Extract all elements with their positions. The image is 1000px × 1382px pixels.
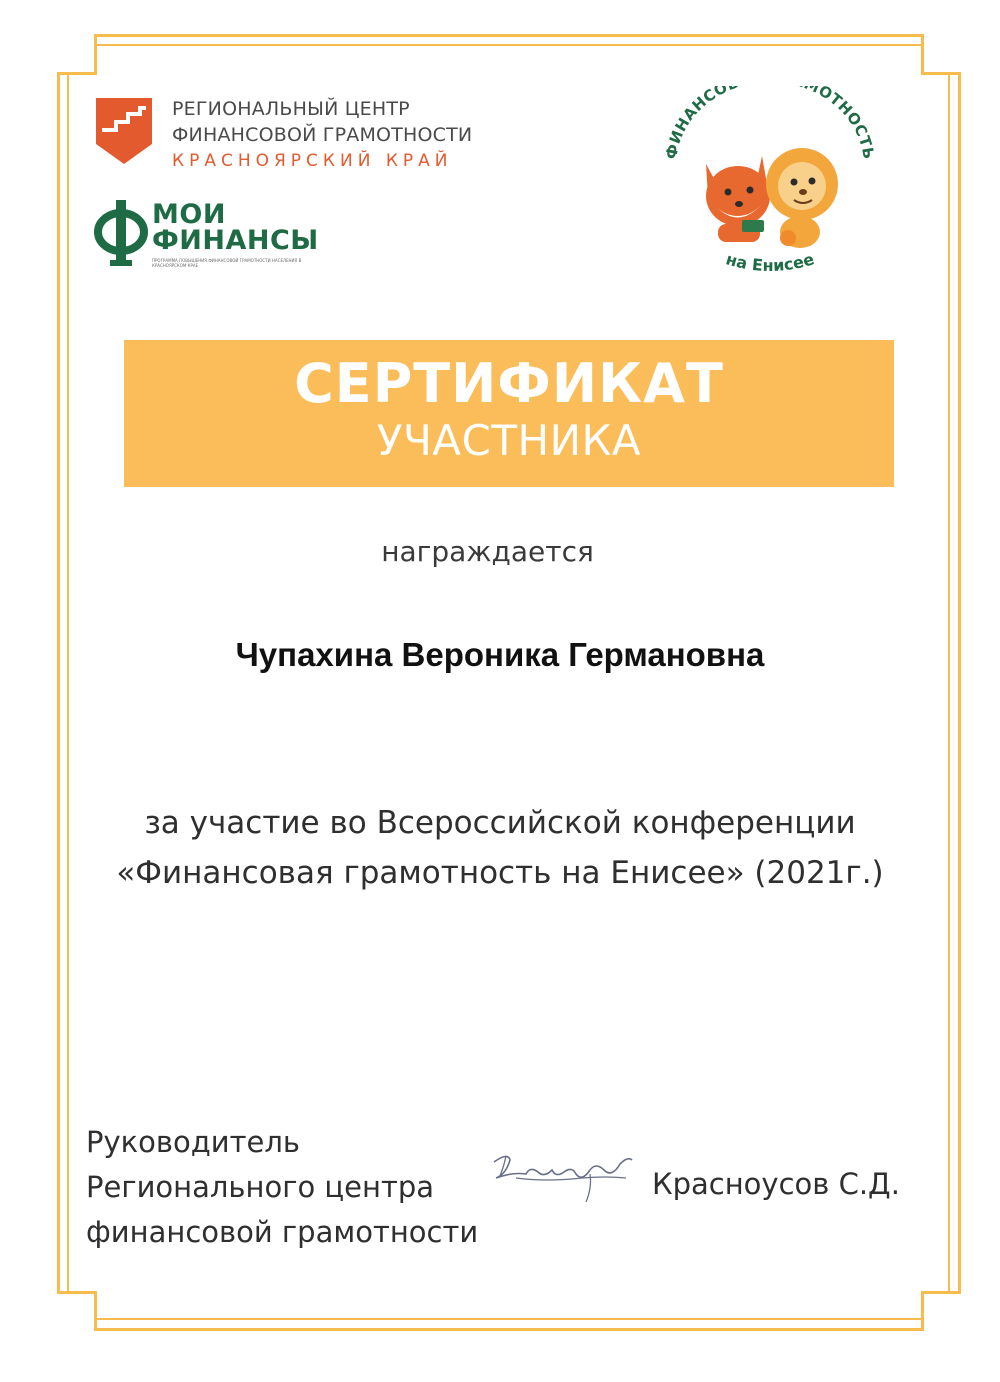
frame-outer-top	[94, 34, 924, 37]
signatory-position-line2: Регионального центра	[86, 1170, 435, 1204]
frame-corner	[921, 34, 924, 74]
fin-literacy-arc-text: ФИНАНСО ОТНОСТЬ	[662, 86, 878, 161]
frame-outer-bottom	[94, 1328, 924, 1331]
signatory-position-line1: Руководитель	[86, 1125, 301, 1159]
regional-center-logo	[96, 96, 516, 176]
phi-symbol-icon	[94, 200, 148, 266]
lion-mascot-icon	[766, 148, 838, 248]
frame-corner	[921, 1291, 924, 1331]
frame-inner-left	[67, 72, 69, 1292]
frame-corner	[94, 1291, 97, 1331]
regional-center-emblem-icon	[96, 98, 152, 164]
frame-corner	[57, 72, 97, 75]
frame-outer-right	[958, 72, 961, 1292]
regional-center-name-line2: ФИНАНСОВОЙ ГРАМОТНОСТИ	[172, 124, 473, 146]
frame-corner	[921, 1291, 961, 1294]
regional-center-region: КРАСНОЯРСКИЙ КРАЙ	[172, 151, 453, 171]
fin-literacy-yenisei-logo	[660, 86, 880, 286]
certificate-title: СЕРТИФИКАТ	[294, 352, 724, 415]
certificate-banner	[124, 340, 894, 487]
my-finances-line2: ФИНАНСЫ	[152, 225, 319, 256]
frame-corner	[57, 1291, 97, 1294]
signatory-name: Красноусов С.Д.	[652, 1167, 900, 1201]
my-finances-logo	[94, 200, 324, 272]
signatory-position	[86, 1120, 478, 1255]
award-reason-line2: «Финансовая грамотность на Енисее» (2021г.)	[116, 855, 884, 891]
frame-inner-top	[94, 44, 924, 46]
award-reason-line1: за участие во Всероссийской конференции	[144, 805, 856, 841]
frame-corner	[921, 72, 961, 75]
frame-inner-right	[948, 72, 950, 1292]
recipient-name: Чупахина Вероника Германовна	[235, 636, 765, 673]
fox-mascot-icon	[706, 156, 770, 242]
signatory-position-line3: финансовой грамотности	[86, 1215, 479, 1249]
award-reason	[0, 798, 1000, 898]
my-finances-line1: МОИ	[152, 199, 226, 230]
mascots-emblem-icon	[660, 86, 880, 286]
certificate-subtitle: УЧАСТНИКА	[376, 416, 642, 465]
frame-inner-bottom	[94, 1318, 924, 1320]
frame-outer-left	[57, 72, 60, 1292]
regional-center-name-line1: РЕГИОНАЛЬНЫЙ ЦЕНТР	[172, 98, 410, 120]
fin-literacy-bottom-text: на Енисее	[723, 249, 817, 276]
my-finances-tagline: ПРОГРАММА ПОВЫШЕНИЯ ФИНАНСОВОЙ ГРАМОТНОСТИ НАСЕЛЕНИЯ В КРАСНОЯРСКОМ КРАЕ	[152, 258, 302, 268]
frame-corner	[94, 34, 97, 74]
handwritten-signature-icon	[486, 1148, 636, 1208]
awarded-label: награждается	[381, 535, 594, 568]
